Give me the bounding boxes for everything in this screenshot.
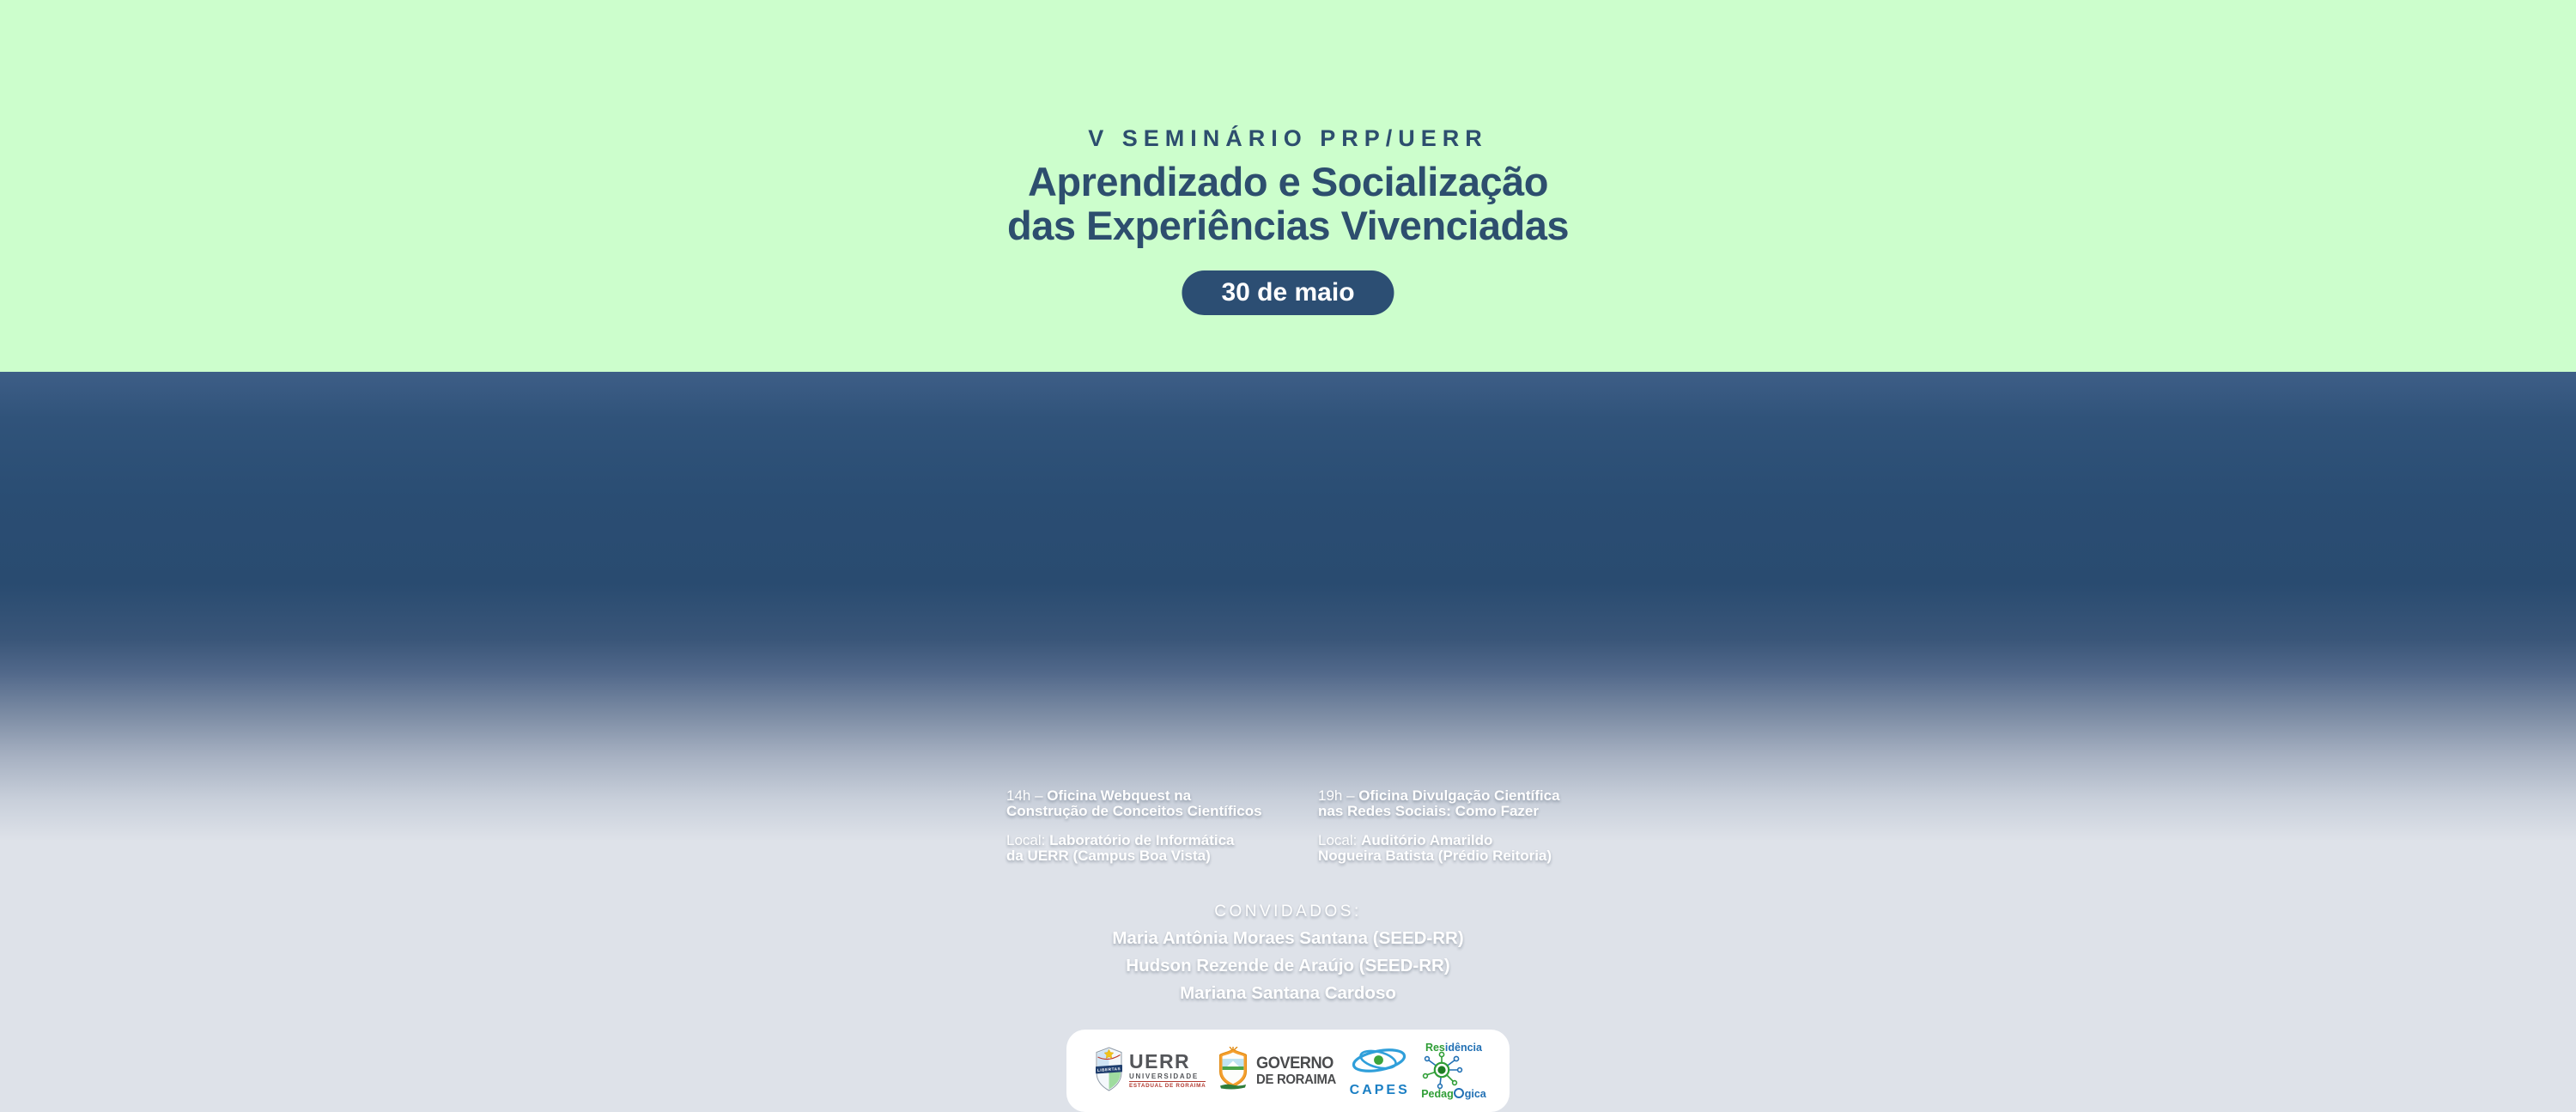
event-kicker: V SEMINÁRIO PRP/UERR [1088, 125, 1488, 151]
session-activity: 14h – Oficina Webquest na Construção de Conceitos Científicos [1006, 787, 1262, 819]
uerr-shield-icon [1096, 1047, 1122, 1096]
logo-capes [1350, 1044, 1410, 1098]
session-activity: 19h – Oficina Divulgação Científica nas Redes Sociais: Como Fazer [1318, 787, 1560, 819]
event-title-line2: das Experiências Vivenciadas [1007, 203, 1569, 248]
capes-wordmark: CAPES [1349, 1082, 1410, 1097]
uerr-wordmark [1129, 1052, 1206, 1089]
logo-uerr [1096, 1047, 1206, 1096]
event-title [0, 160, 2576, 247]
uerr-name-line2: ESTADUAL DE RORAIMA [1129, 1083, 1206, 1090]
hero-section [0, 0, 2576, 372]
session-time: 19h – [1318, 787, 1355, 804]
session-column-14h [1006, 788, 1262, 863]
session-location: Local: Laboratório de Informática da UERR (Campus Boa Vista) [1006, 832, 1235, 864]
uerr-acronym: UERR [1129, 1050, 1191, 1073]
guest-name: Hudson Rezende de Araújo (SEED-RR) [1126, 956, 1450, 975]
ring-o-glyph [1454, 1088, 1464, 1098]
resped-word-pedagogica: Pedag gica [1421, 1087, 1486, 1100]
session-time: 14h – [1006, 787, 1043, 804]
uerr-motto: LIBERTAS [1097, 1066, 1121, 1073]
location-label: Local: [1006, 832, 1046, 848]
details-section [0, 372, 2576, 1100]
governo-line1: GOVERNO [1255, 1054, 1334, 1073]
capes-orbit-icon [1350, 1044, 1410, 1081]
logo-residencia-pedagogica [1420, 1036, 1487, 1106]
guest-name: Maria Antônia Moraes Santana (SEED-RR) [1112, 928, 1464, 948]
sponsors-bar [1066, 1030, 1510, 1112]
session-location: Local: Auditório Amarildo Nogueira Batista (Prédio Reitoria) [1318, 832, 1552, 864]
governo-line2: DE RORAIMA [1255, 1072, 1336, 1087]
date-badge: 30 de maio [1182, 270, 1394, 315]
guest-name: Mariana Santana Cardoso [1180, 983, 1396, 1003]
session-column-19h [1318, 788, 1560, 863]
location-label: Local: [1318, 832, 1358, 848]
governo-roraima-crest-icon [1217, 1047, 1249, 1096]
guest-list [0, 925, 2576, 1007]
resped-word-residencia: Residência [1425, 1042, 1482, 1054]
guests-heading: CONVIDADOS: [1214, 902, 1362, 921]
governo-wordmark [1256, 1055, 1336, 1087]
uerr-name-line1: UNIVERSIDADE [1129, 1073, 1206, 1082]
logo-governo-roraima [1217, 1047, 1340, 1096]
event-title-line1: Aprendizado e Socialização [1027, 159, 1548, 204]
